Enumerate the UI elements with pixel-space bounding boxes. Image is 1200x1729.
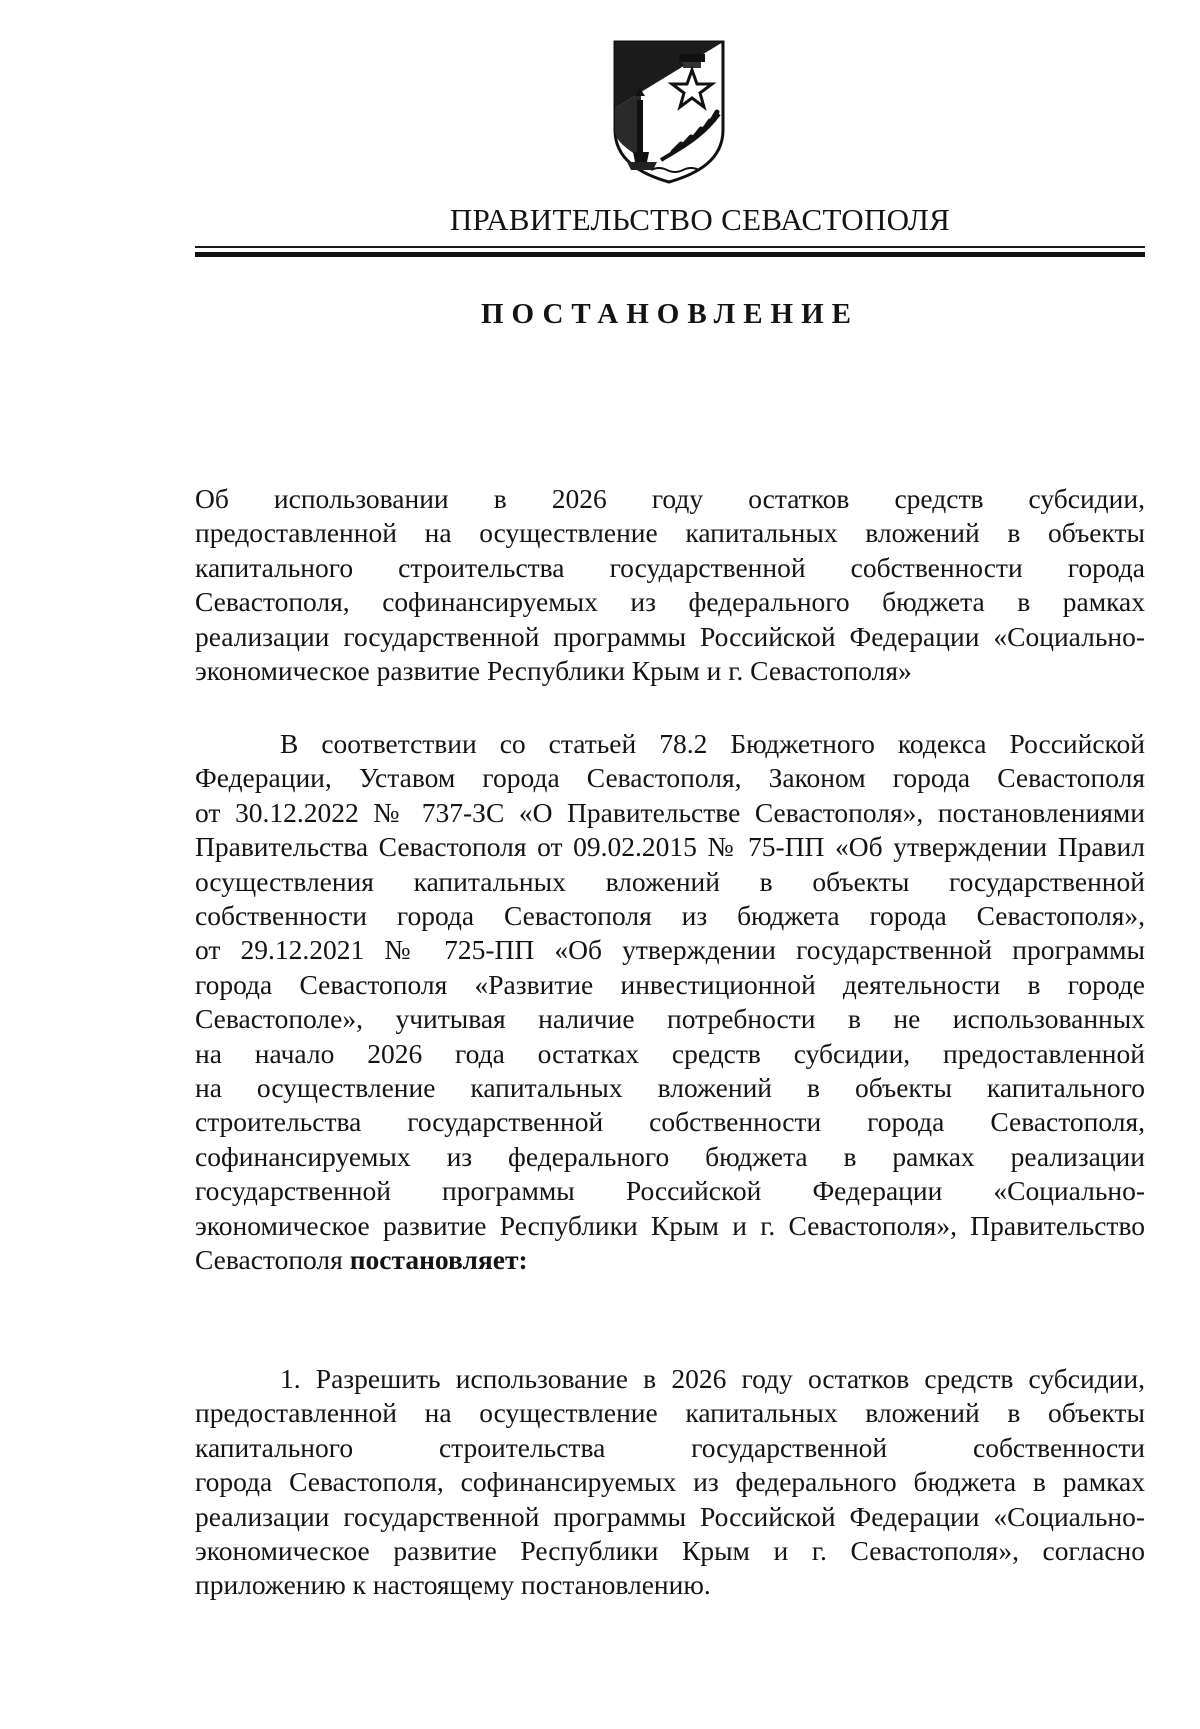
title-line: Севастополя, софинансируемых из федерального бюджета в рамках [195,586,1145,618]
preamble-line: осуществления капитальных вложений в объекты государственной [195,865,1145,897]
preamble-line: собственности города Севастополя из бюджета города Севастополя», [195,900,1145,932]
preamble-line: экономическое развитие Республики Крым и г. Севастополя», Правительство [195,1209,1145,1241]
item-line: экономическое развитие Республики Крым и г. Севастополя», согласно [195,1535,1145,1567]
sevastopol-coat-of-arms-icon [611,38,727,186]
item-line: капитального строительства государственной собственности [195,1431,1145,1463]
preamble-line: от 30.12.2022 № 737-ЗС «О Правительстве Севастополя», постановлениями [195,796,1145,828]
item-line: приложению к настоящему постановлению. [195,1569,711,1601]
title-line: предоставленной на осуществление капитальных вложений в объекты [195,517,1145,549]
item-line: реализации государственной программы Российской Федерации «Социально- [195,1500,1145,1532]
preamble-paragraph [195,727,1145,1278]
header-divider-thin [195,246,1145,248]
organization-name: ПРАВИТЕЛЬСТВО СЕВАСТОПОЛЯ [449,202,951,237]
preamble-line: на осуществление капитальных вложений в объекты капитального [195,1072,1145,1104]
preamble-line: В соответствии со статьей 78.2 Бюджетного кодекса Российской [280,728,1145,759]
resolves-keyword: постановляет: [349,1244,528,1276]
preamble-line: на начало 2026 года остатках средств субсидии, предоставленной [195,1037,1145,1069]
preamble-final-line [195,1243,1145,1277]
title-line: капитального строительства государственной собственности города [195,551,1145,583]
resolution-item-1 [195,1362,1145,1603]
header-divider-thick [195,252,1145,257]
item-line: 1. Разрешить использование в 2026 году остатков средств субсидии, [280,1363,1145,1394]
preamble-line: строительства государственной собственности города Севастополя, [195,1106,1145,1138]
title-line: Об использовании в 2026 году остатков средств субсидии, [195,483,1145,514]
item-line: города Севастополя, софинансируемых из федерального бюджета в рамках [195,1466,1145,1498]
title-line: экономическое развитие Республики Крым и г. Севастополя» [195,655,912,687]
item-line: предоставленной на осуществление капитальных вложений в объекты [195,1397,1145,1429]
document-title [195,482,1145,688]
preamble-final-prefix: Севастополя [195,1244,350,1276]
preamble-line: города Севастополя «Развитие инвестиционной деятельности в городе [195,968,1145,1000]
title-line: реализации государственной программы Российской Федерации «Социально- [195,620,1145,652]
preamble-line: государственной программы Российской Федерации «Социально- [195,1175,1145,1207]
preamble-line: от 29.12.2021 № 725-ПП «Об утверждении государственной программы [195,934,1145,966]
preamble-line: Правительства Севастополя от 09.02.2015 № 75-ПП «Об утверждении Правил [195,831,1145,863]
document-type-heading: ПОСТАНОВЛЕНИЕ [480,298,859,330]
preamble-line: Севастополе», учитывая наличие потребности в не использованных [195,1003,1145,1035]
preamble-line: Федерации, Уставом города Севастополя, Законом города Севастополя [195,762,1145,794]
preamble-line: софинансируемых из федерального бюджета в рамках реализации [195,1140,1145,1172]
